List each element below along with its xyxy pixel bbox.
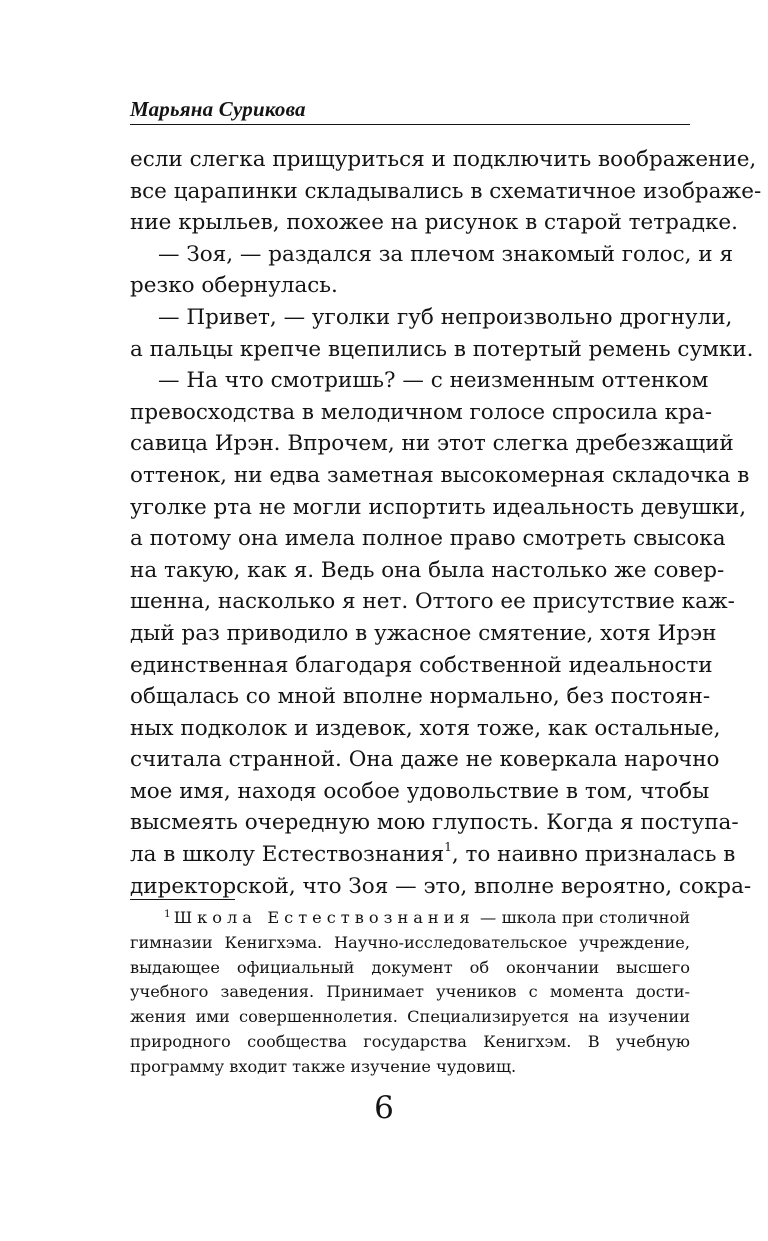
- header-rule: [130, 124, 690, 125]
- text-line-with-footnote: [130, 839, 736, 871]
- page-number: 6: [374, 1090, 394, 1126]
- footnote-text: — школа при столичной: [474, 908, 690, 927]
- text-line: если слегка прищуриться и подключить воображение,: [130, 147, 757, 172]
- footnote-line: программу входит также изучение чудовищ.: [130, 1056, 517, 1076]
- footnote-rule: [130, 899, 235, 900]
- text-line: ние крыльев, похожее на рисунок в старой тетрадке.: [130, 210, 738, 236]
- text-line: директорской, что Зоя — это, вполне вероятно, сокра-: [130, 873, 752, 899]
- text-line: а потому она имела полное право смотреть свысока: [130, 526, 726, 552]
- footnote-line: жения ими совершеннолетия. Специализируется на изучении: [130, 1007, 690, 1027]
- text-line: — Привет, — уголки губ непроизвольно дрогнули,: [158, 304, 733, 330]
- text-segment: , то наивно призналась в: [451, 842, 736, 868]
- footnote-line: учебного заведения. Принимает учеников с момента дости-: [130, 982, 690, 1002]
- text-line: савица Ирэн. Впрочем, ни этот слегка дребезжащий: [130, 431, 734, 457]
- text-line: уголке рта не могли испортить идеальность девушки,: [130, 494, 747, 520]
- text-line: все царапинки складывались в схематичное изображе-: [130, 178, 762, 204]
- text-segment: ла в школу Естествознания: [130, 842, 445, 868]
- footnote-line: выдающее официальный документ об окончании высшего: [130, 957, 690, 977]
- text-line: общалась со мной вполне нормально, без постоян-: [130, 684, 711, 710]
- text-line: считала странной. Она даже не коверкала нарочно: [130, 747, 720, 773]
- text-line: мое имя, находя особое удовольствие в том, чтобы: [130, 778, 710, 804]
- text-line: превосходства в мелодичном голосе спросила кра-: [130, 399, 712, 425]
- text-line: единственная благодаря собственной идеальности: [130, 652, 713, 678]
- footnote-line: [130, 906, 690, 931]
- text-line: дый раз приводило в ужасное смятение, хотя Ирэн: [130, 620, 717, 646]
- text-line: высмеять очередную мою глупость. Когда я поступа-: [130, 810, 739, 836]
- body-text: [130, 144, 762, 902]
- text-line: резко обернулась.: [130, 273, 338, 299]
- footnote-line: природного сообщества государства Кенигхэм. В учебную: [130, 1031, 690, 1051]
- text-line: шенна, насколько я нет. Оттого ее присутствие каж-: [130, 589, 735, 615]
- footnote-number: 1: [164, 908, 171, 920]
- footnote-marker: 1: [444, 840, 452, 855]
- footnote-line: гимназии Кенигхэма. Научно-исследовательское учреждение,: [130, 932, 690, 952]
- text-line: — На что смотришь? — с неизменным оттенком: [158, 368, 709, 394]
- running-head-author: Марьяна Сурикова: [130, 97, 306, 121]
- footnote: [130, 906, 690, 1080]
- text-line: — Зоя, — раздался за плечом знакомый голос, и я: [158, 241, 734, 267]
- footnote-term: Школа Естествознания: [173, 908, 475, 927]
- text-line: а пальцы крепче вцепились в потертый ремень сумки.: [130, 336, 754, 362]
- text-line: на такую, как я. Ведь она была настолько же совер-: [130, 557, 725, 583]
- text-line: ных подколок и издевок, хотя тоже, как остальные,: [130, 715, 721, 741]
- text-line: оттенок, ни едва заметная высокомерная складочка в: [130, 462, 750, 488]
